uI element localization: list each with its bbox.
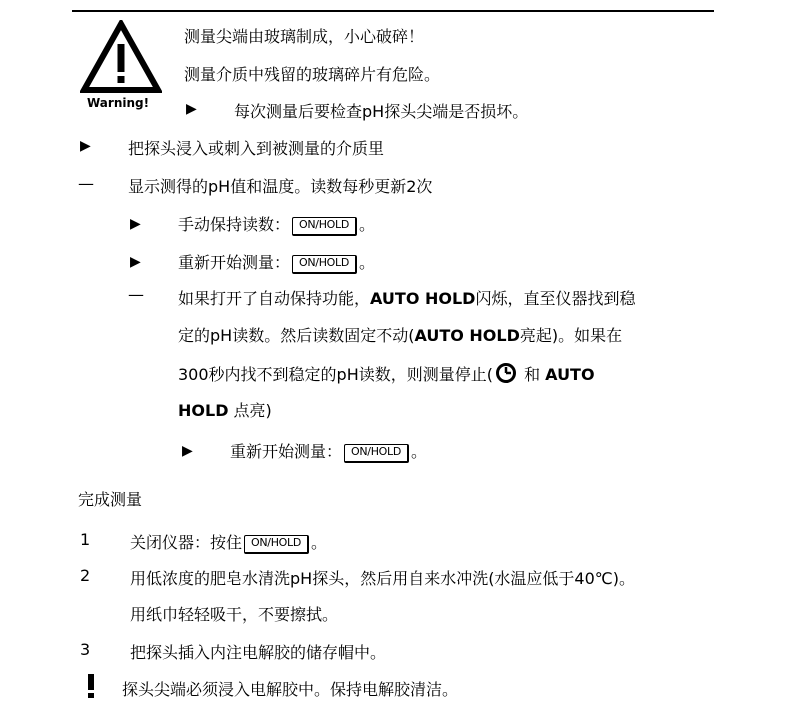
- dash-marker: —: [128, 285, 144, 304]
- step-manual-hold: [178, 212, 375, 236]
- auto-line4-text: 点亮): [228, 401, 272, 420]
- finish-num-1: 1: [80, 530, 91, 549]
- warning-line-2: 测量介质中残留的玻璃碎片有危险。: [184, 65, 441, 84]
- on-hold-key-icon: ON/HOLD: [344, 444, 409, 463]
- restart2-text: 重新开始测量：: [230, 442, 343, 461]
- hold-label: HOLD: [178, 401, 229, 420]
- auto-line1-text-end: 闪烁，直至仪器找到稳: [475, 289, 636, 308]
- on-hold-key-icon: ON/HOLD: [292, 217, 357, 236]
- auto-line3-text: 300秒内找不到稳定的pH读数，则测量停止(: [178, 365, 493, 384]
- arrow-marker-icon: ▶: [182, 443, 193, 459]
- finish-item-2-cont: 用纸巾轻轻吸干，不要擦拭。: [130, 605, 339, 624]
- step-restart: [178, 250, 375, 274]
- warning-line-3: 每次测量后要检查pH探头尖端是否损坏。: [234, 102, 529, 121]
- finish-num-3: 3: [80, 640, 91, 659]
- auto-hold-line-4: [178, 398, 272, 421]
- period: 。: [411, 442, 428, 461]
- arrow-marker-icon: ▶: [80, 138, 91, 154]
- step-immerse: 把探头浸入或刺入到被测量的介质里: [128, 139, 385, 158]
- arrow-marker-icon: ▶: [130, 254, 141, 270]
- on-hold-key-icon: ON/HOLD: [244, 535, 309, 554]
- period: 。: [359, 253, 376, 272]
- finish-title: 完成测量: [78, 490, 143, 509]
- period: 。: [359, 215, 376, 234]
- auto-line2-text: 定的pH读数。然后读数固定不动(: [178, 326, 415, 345]
- warning-triangle-icon: [80, 20, 162, 94]
- exclamation-icon: [88, 674, 94, 690]
- auto-line3-and: 和: [518, 365, 546, 384]
- auto-label: AUTO: [545, 365, 595, 384]
- top-rule: [72, 10, 714, 12]
- finish-item-1: [130, 530, 327, 554]
- clock-icon: [495, 362, 517, 384]
- period: 。: [311, 533, 328, 552]
- finish-item-3: 把探头插入内注电解胶的储存帽中。: [130, 643, 387, 662]
- warning-line-1: 测量尖端由玻璃制成，小心破碎！: [184, 27, 425, 46]
- auto-hold-line-3: [178, 362, 595, 385]
- warning-label: Warning!: [87, 96, 150, 110]
- auto-hold-line-1: [178, 286, 635, 309]
- step-restart-2: [230, 439, 427, 463]
- finish-item-2: 用低浓度的肥皂水清洗pH探头，然后用自来水冲洗(水温应低于40℃)。: [130, 569, 636, 588]
- finish-note: 探头尖端必须浸入电解胶中。保持电解胶清洁。: [122, 680, 459, 699]
- arrow-marker-icon: ▶: [186, 101, 197, 117]
- manual-hold-text: 手动保持读数：: [178, 215, 291, 234]
- restart-text: 重新开始测量：: [178, 253, 291, 272]
- auto-line2-text-end: 亮起)。如果在: [519, 326, 623, 345]
- auto-hold-label: AUTO HOLD: [370, 289, 476, 308]
- finish-item-1-text: 关闭仪器：按住: [130, 533, 243, 552]
- finish-num-2: 2: [80, 566, 91, 585]
- step-display: 显示测得的pH值和温度。读数每秒更新2次: [128, 177, 433, 196]
- on-hold-key-icon: ON/HOLD: [292, 255, 357, 274]
- auto-line1-text: 如果打开了自动保持功能，: [178, 289, 371, 308]
- dash-marker: —: [78, 174, 94, 193]
- auto-hold-label: AUTO HOLD: [414, 326, 520, 345]
- auto-hold-line-2: [178, 323, 622, 346]
- arrow-marker-icon: ▶: [130, 216, 141, 232]
